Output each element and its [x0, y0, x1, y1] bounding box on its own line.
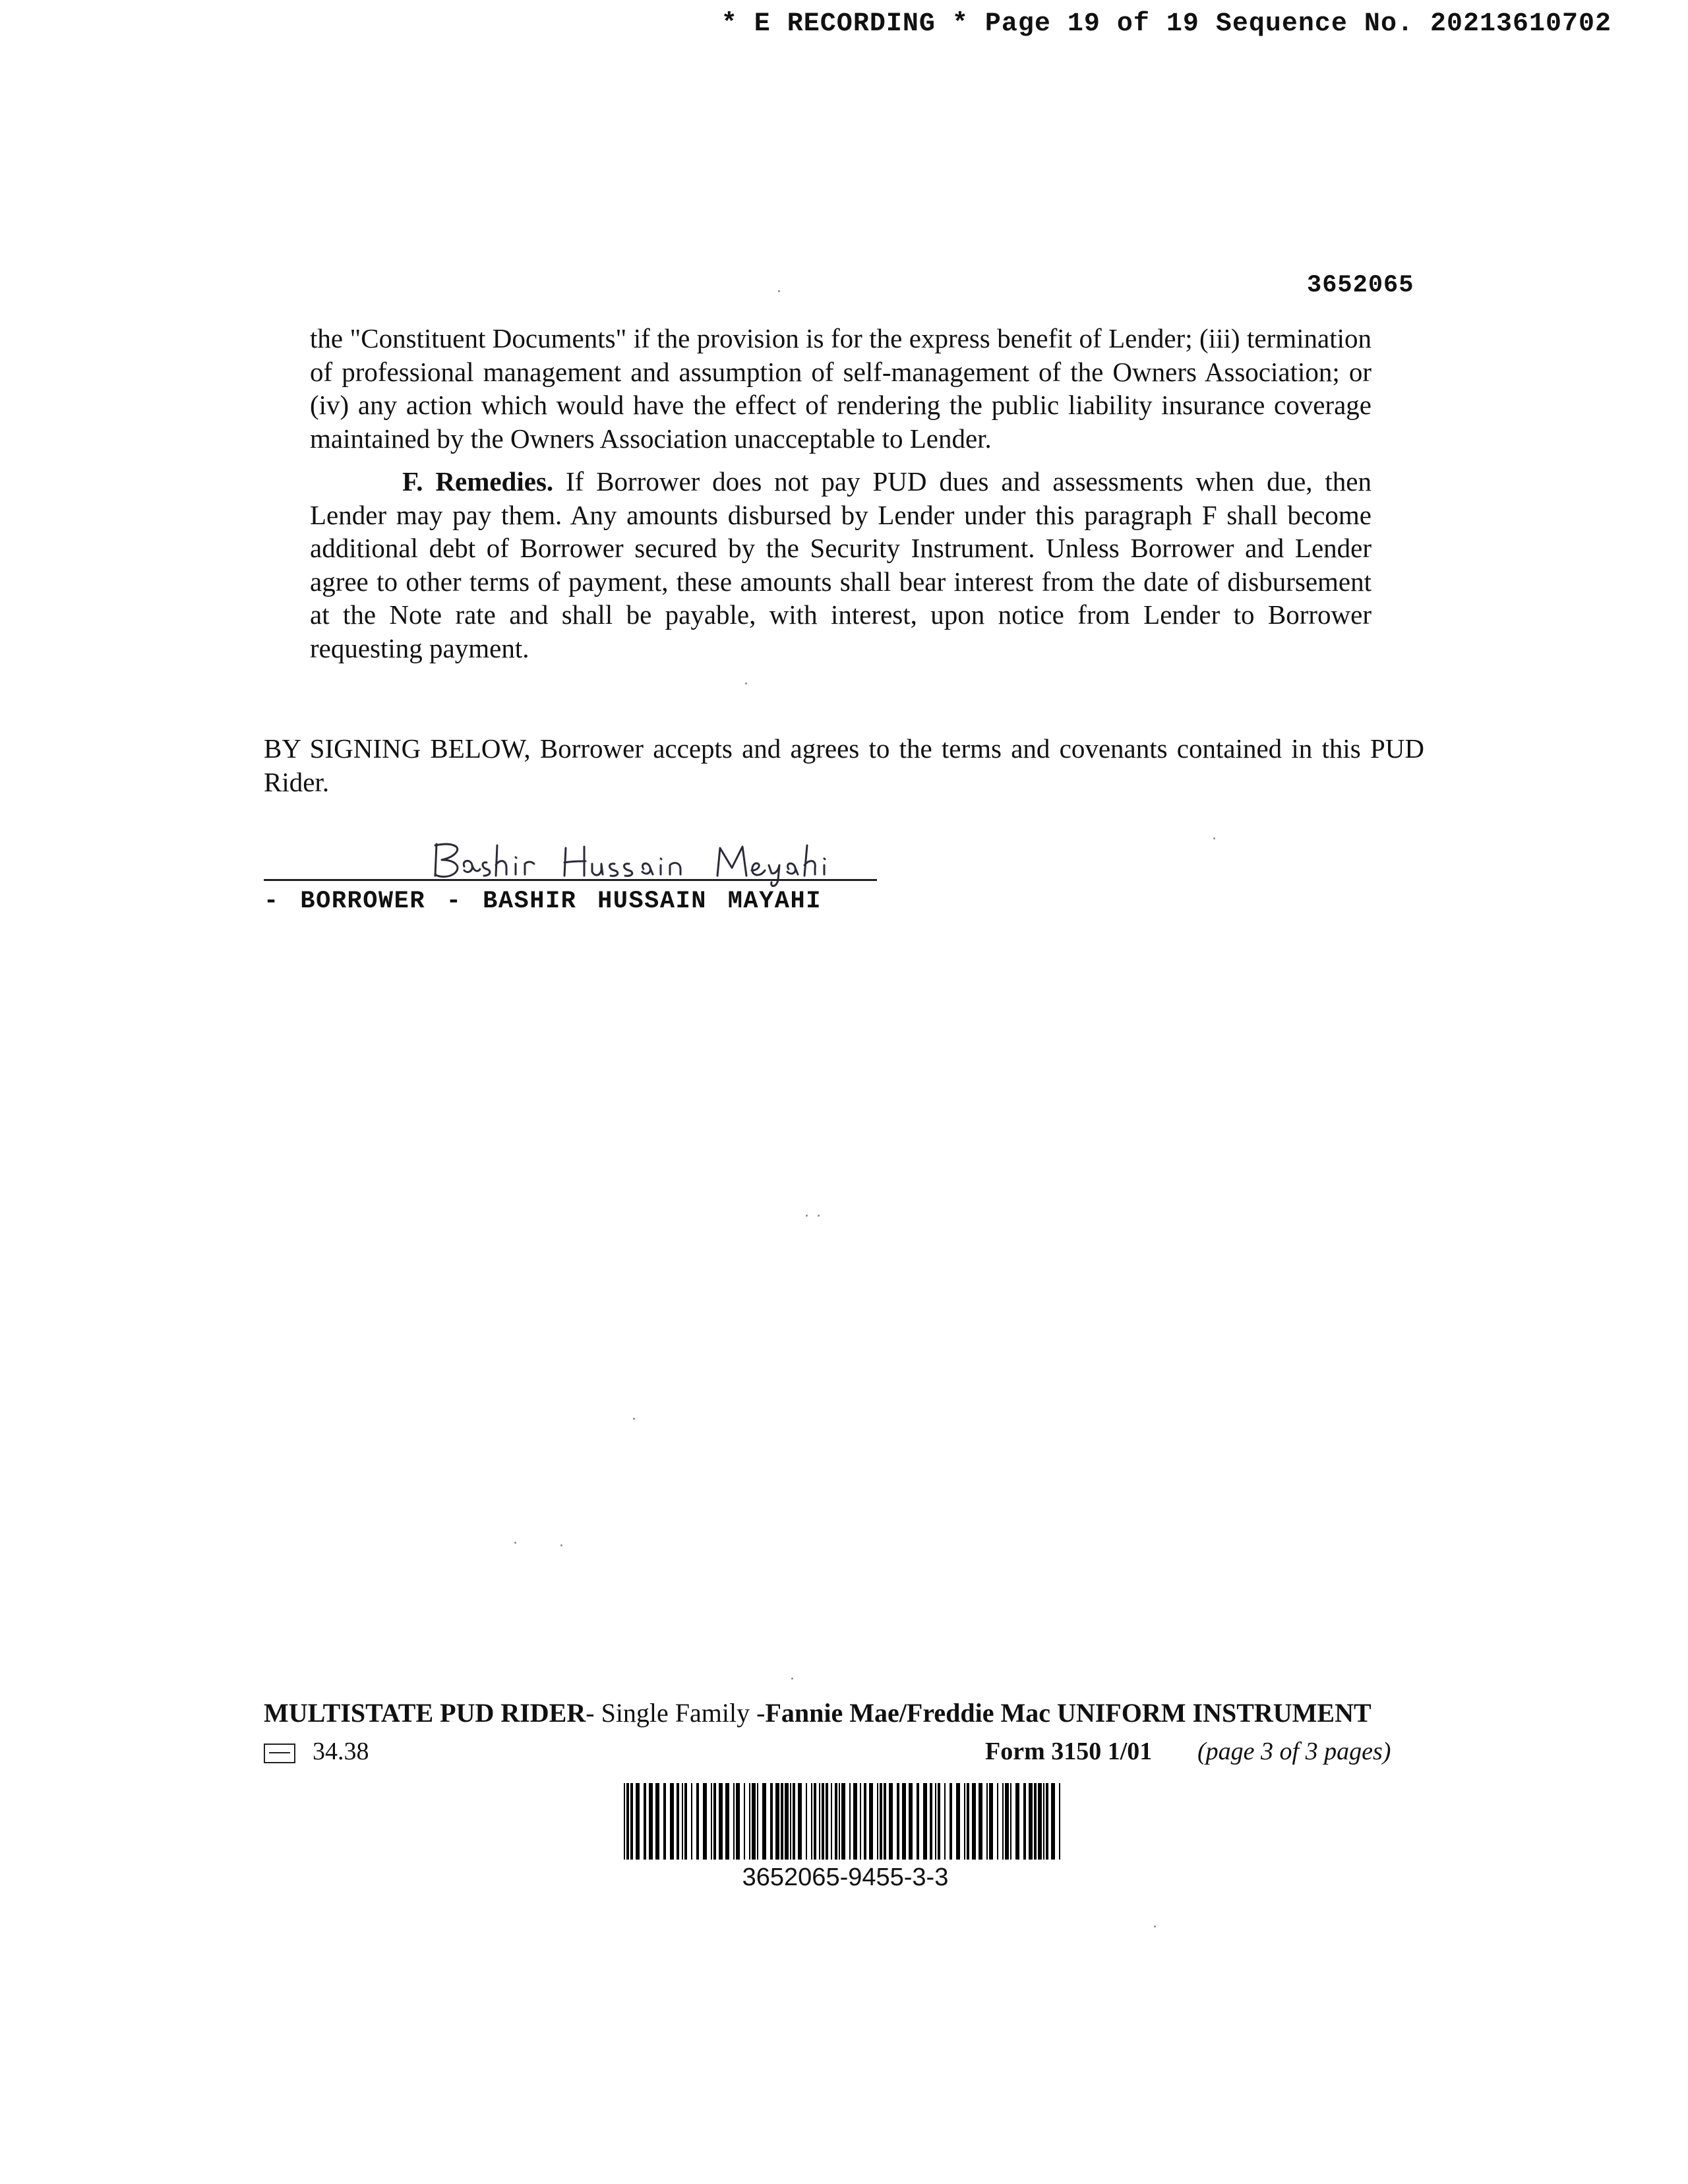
barcode-bar — [814, 1783, 816, 1860]
barcode-bar — [849, 1783, 851, 1860]
scan-speck — [791, 1678, 793, 1680]
barcode-bar — [636, 1783, 640, 1860]
barcode-bar — [869, 1783, 873, 1860]
barcode-bar — [860, 1783, 861, 1860]
barcode-bar — [663, 1783, 666, 1860]
barcode-bar — [956, 1783, 960, 1860]
barcode-bar — [979, 1783, 982, 1860]
barcode-bar — [964, 1783, 965, 1860]
barcode-bar — [798, 1783, 802, 1860]
paragraph-continuation: the "Constituent Documents" if the provision is for the express benefit of Lender; (iii) termination of professional management and assumption of self-management of the Owners Association; or (iv) any action which would have the effect of rendering the public liability insurance coverage maintained by the Owners Association unacceptable to Lender. — [310, 323, 1372, 454]
barcode-bar — [1010, 1783, 1011, 1860]
barcode-bar — [853, 1783, 857, 1860]
barcode-bar — [775, 1783, 779, 1860]
barcode-bar — [950, 1783, 952, 1860]
scan-speck — [633, 1418, 635, 1420]
barcode-number: 3652065-9455-3-3 — [742, 1864, 949, 1891]
barcode-bar — [1015, 1783, 1019, 1860]
recording-header: * E RECORDING * Page 19 of 19 Sequence No. 20213610702 — [721, 9, 1612, 39]
barcode-bar — [682, 1783, 683, 1860]
barcode-bar — [1005, 1783, 1009, 1860]
form-number: Form 3150 1/01 — [985, 1738, 1153, 1765]
barcode-bar — [811, 1783, 812, 1860]
scan-speck — [745, 682, 747, 684]
barcode-bar — [997, 1783, 998, 1860]
barcode-bar — [1002, 1783, 1004, 1860]
barcode-bar — [733, 1783, 735, 1860]
barcode-bar — [877, 1783, 878, 1860]
barcode-bar — [649, 1783, 653, 1860]
barcode-bar — [677, 1783, 679, 1860]
barcode-bar — [909, 1783, 913, 1860]
barcode-bar — [880, 1783, 882, 1860]
signer-label: - BORROWER - BASHIR HUSSAIN MAYAHI — [264, 888, 822, 915]
barcode-bar — [819, 1783, 820, 1860]
barcode-bar — [826, 1783, 828, 1860]
scan-speck — [778, 290, 780, 292]
barcode-bar — [703, 1783, 707, 1860]
form-code — [264, 1737, 369, 1766]
form-code-number: 34.38 — [313, 1738, 369, 1765]
barcode-bar — [972, 1783, 976, 1860]
footer-title-part-2: - Single Family - — [586, 1698, 766, 1728]
barcode-bar — [1059, 1783, 1060, 1860]
scan-speck — [514, 1542, 516, 1544]
footer-form-title — [264, 1697, 1385, 1728]
barcode-bar — [736, 1783, 740, 1860]
barcode-bar — [655, 1783, 659, 1860]
barcode-bar — [691, 1783, 692, 1860]
barcode-bar — [1043, 1783, 1044, 1860]
scan-speck — [1154, 1926, 1156, 1927]
barcode-bar — [935, 1783, 936, 1860]
scan-speck — [560, 1544, 562, 1546]
barcode-bar — [790, 1783, 791, 1860]
barcode-bar — [839, 1783, 840, 1860]
barcode-bar — [938, 1783, 940, 1860]
barcode-bar — [1023, 1783, 1026, 1860]
barcode-bar — [1046, 1783, 1048, 1860]
barcode-bar — [889, 1783, 893, 1860]
remedies-heading: F. Remedies. — [402, 466, 554, 497]
barcode-bar — [770, 1783, 773, 1860]
footer-title-part-3: Fannie Mae/Freddie Mac UNIFORM INSTRUMENT — [765, 1698, 1372, 1728]
barcode-bar — [831, 1783, 832, 1860]
barcode-bar — [944, 1783, 946, 1860]
scan-speck — [806, 1215, 808, 1217]
barcode-bar — [752, 1783, 756, 1860]
barcode-bar — [711, 1783, 712, 1860]
barcode-bar — [1038, 1783, 1042, 1860]
barcode-bar — [1034, 1783, 1037, 1860]
barcode-bar — [923, 1783, 927, 1860]
barcode-bar — [781, 1783, 783, 1860]
signing-statement: BY SIGNING BELOW, Borrower accepts and agrees to the terms and covenants contained in this PUD Rider. — [264, 733, 1424, 797]
scan-speck — [1213, 837, 1215, 839]
barcode-bar — [897, 1783, 899, 1860]
barcode-bar — [793, 1783, 795, 1860]
barcode-bar — [626, 1783, 629, 1860]
barcode-bar — [917, 1783, 919, 1860]
barcode-bar — [744, 1783, 745, 1860]
barcode-bar — [1029, 1783, 1033, 1860]
remedies-text: If Borrower does not pay PUD dues and assessments when due, then Lender may pay them. Any amounts disbursed by Lender under this paragraph F shall become additional debt of Borrower secured by the Security Instrument. Unless Borrower and Lender agree to other terms of payment, these amounts shall bear interest from the date of disbursement at the Note rate and shall be payable, with interest, upon notice from Lender to Borrower requesting payment. — [310, 466, 1372, 663]
barcode-bar — [930, 1783, 932, 1860]
signature-line — [264, 879, 877, 881]
handwritten-signature — [422, 832, 897, 892]
barcode-bar — [989, 1783, 993, 1860]
barcode-bar — [822, 1783, 824, 1860]
barcode-bar — [644, 1783, 646, 1860]
barcode-bar — [757, 1783, 758, 1860]
barcode-bar — [749, 1783, 750, 1860]
barcode-bar — [713, 1783, 716, 1860]
barcode-bar — [806, 1783, 807, 1860]
barcode-bar — [684, 1783, 687, 1860]
paragraph-remedies — [310, 465, 1372, 665]
barcode-bar — [835, 1783, 837, 1860]
barcode-bar — [630, 1783, 633, 1860]
scan-speck — [818, 1215, 820, 1217]
barcode-bar — [902, 1783, 906, 1860]
ellie-mae-logo-icon — [264, 1744, 295, 1763]
barcode-bar — [785, 1783, 789, 1860]
document-number: 3652065 — [1307, 272, 1414, 299]
barcode-bar — [864, 1783, 866, 1860]
barcode-bar — [967, 1783, 969, 1860]
barcode-bar — [725, 1783, 729, 1860]
barcode-bar — [1051, 1783, 1055, 1860]
footer-title-part-1: MULTISTATE PUD RIDER — [264, 1698, 586, 1728]
barcode-bar — [696, 1783, 699, 1860]
barcode-bar — [670, 1783, 674, 1860]
barcode-bar — [762, 1783, 766, 1860]
barcode-bar — [986, 1783, 988, 1860]
page-count: (page 3 of 3 pages) — [1197, 1738, 1391, 1765]
barcode-bar — [884, 1783, 886, 1860]
barcode-bar — [624, 1783, 625, 1860]
barcode-bar — [719, 1783, 723, 1860]
barcode-bar — [841, 1783, 845, 1860]
barcode-icon — [624, 1783, 1067, 1860]
